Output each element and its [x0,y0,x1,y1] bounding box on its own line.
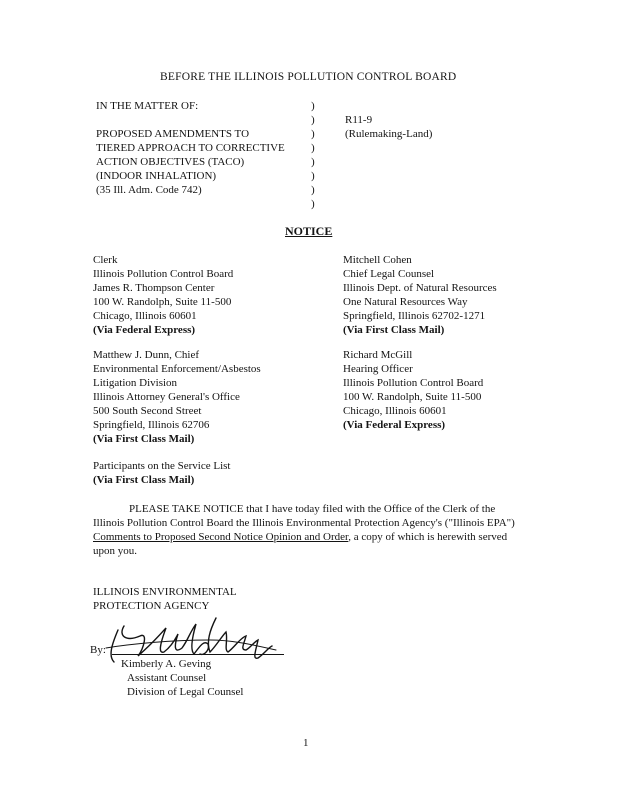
address-line: Chicago, Illinois 60601 [93,310,197,322]
case-caption [96,99,285,197]
agency-line: PROTECTION AGENCY [93,600,210,612]
address-line: Richard McGill [343,349,413,361]
address-line: Springfield, Illinois 62702-1271 [343,310,486,322]
signer-division: Division of Legal Counsel [127,686,244,698]
body-text: , a copy of which is herewith served [348,531,508,543]
address-line: Participants on the Service List [93,460,231,472]
recipient-clerk [93,253,233,337]
paren: ) [311,184,315,196]
address-line: Springfield, Illinois 62706 [93,419,210,431]
recipient-cohen [343,253,497,337]
docket-type: (Rulemaking-Land) [345,128,433,140]
docket-number: R11-9 [345,114,373,126]
body-line [93,530,515,544]
caption-line: PROPOSED AMENDMENTS TO [96,128,250,140]
paren: ) [311,156,315,168]
address-line: 100 W. Randolph, Suite 11-500 [93,296,232,308]
paren: ) [311,128,315,140]
address-line: Chief Legal Counsel [343,268,435,280]
signer-block [121,657,243,699]
caption-line: TIERED APPROACH TO CORRECTIVE [96,142,285,154]
body-line: upon you. [93,545,137,557]
notice-heading: NOTICE [285,224,333,238]
address-line: Environmental Enforcement/Asbestos [93,363,261,375]
address-line: Clerk [93,254,118,266]
matter-label: IN THE MATTER OF: [96,100,199,112]
body-line: Illinois Pollution Control Board the Illinois Environmental Protection Agency's ("Illinois EPA") [93,517,515,529]
address-line: 500 South Second Street [93,405,202,417]
delivery-method: (Via First Class Mail) [93,433,195,445]
signer-title: Assistant Counsel [127,672,207,684]
agency-line: ILLINOIS ENVIRONMENTAL [93,586,237,598]
address-line: Illinois Attorney General's Office [93,391,240,403]
notice-body [93,502,515,558]
delivery-method: (Via First Class Mail) [343,324,445,336]
address-line: Illinois Pollution Control Board [343,377,484,389]
agency-name [93,585,237,613]
address-line: Hearing Officer [343,363,413,375]
by-label: By: [90,644,106,656]
caption-line: (INDOOR INHALATION) [96,170,217,182]
paren: ) [311,142,315,154]
paren: ) [311,170,315,182]
address-line: Illinois Pollution Control Board [93,268,234,280]
caption-parens [311,99,315,211]
paren: ) [311,100,315,112]
address-line: James R. Thompson Center [93,282,215,294]
docket-info [345,113,432,141]
recipient-mcgill [343,348,483,432]
caption-line: ACTION OBJECTIVES (TACO) [96,156,245,168]
delivery-method: (Via First Class Mail) [93,474,195,486]
signer-name: Kimberly A. Geving [121,658,212,670]
address-line: Illinois Dept. of Natural Resources [343,282,497,294]
paren: ) [311,114,315,126]
page-number: 1 [303,737,309,749]
caption-line: (35 Ill. Adm. Code 742) [96,184,202,196]
delivery-method: (Via Federal Express) [343,419,446,431]
delivery-method: (Via Federal Express) [93,324,196,336]
address-line: Matthew J. Dunn, Chief [93,349,200,361]
address-line: 100 W. Randolph, Suite 11-500 [343,391,482,403]
board-title: BEFORE THE ILLINOIS POLLUTION CONTROL BOARD [160,71,457,83]
body-line: PLEASE TAKE NOTICE that I have today filed with the Office of the Clerk of the [129,503,496,515]
address-line: Chicago, Illinois 60601 [343,405,447,417]
filing-title: Comments to Proposed Second Notice Opinion and Order [93,531,349,543]
address-line: One Natural Resources Way [343,296,468,308]
paren: ) [311,198,315,210]
recipient-participants [93,459,230,487]
recipient-dunn [93,348,261,446]
address-line: Mitchell Cohen [343,254,412,266]
address-line: Litigation Division [93,377,178,389]
